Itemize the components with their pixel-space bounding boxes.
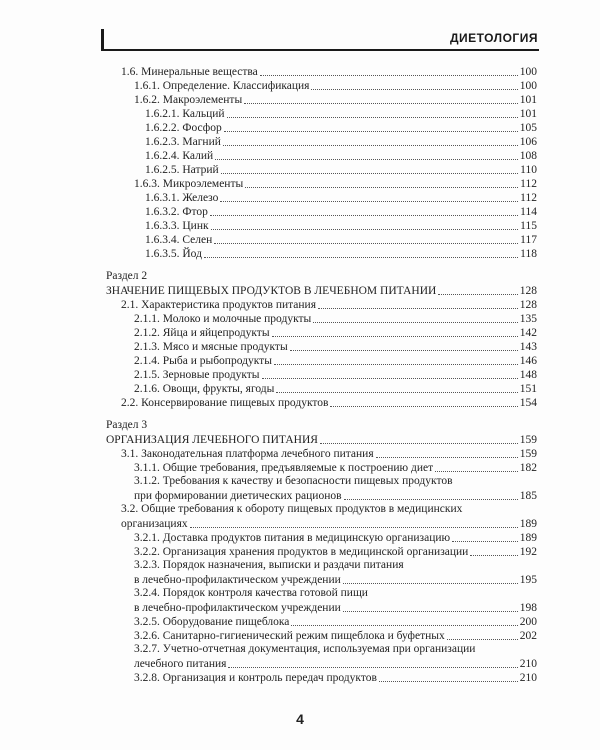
toc-entry-title: 1.6.3.1. Железо xyxy=(145,192,219,204)
toc-entry[interactable] xyxy=(134,312,537,326)
dot-leader xyxy=(211,229,519,230)
toc-entry-title: организациях xyxy=(121,518,188,530)
toc-entry-title: 3.2.5. Оборудование пищеблока xyxy=(134,616,290,628)
toc-entry-title-line: 3.2.7. Учетно-отчетная документация, используемая при организации xyxy=(134,643,476,655)
dot-leader xyxy=(343,611,518,612)
toc-entry[interactable] xyxy=(145,191,537,205)
toc-entry-page: 189 xyxy=(519,518,537,530)
toc-entry-title: 1.6.2.5. Натрий xyxy=(145,164,219,176)
toc-entry[interactable] xyxy=(145,149,537,163)
toc-entry-page: 148 xyxy=(519,369,537,381)
dot-leader xyxy=(245,187,518,188)
corner-mark-vertical xyxy=(101,29,104,51)
toc-entry-page: 142 xyxy=(519,327,537,339)
toc-entry[interactable] xyxy=(145,107,537,121)
toc-entry-page: 112 xyxy=(520,178,537,190)
part-label: Раздел 3 xyxy=(106,419,148,431)
toc-entry-title: 2.1.5. Зерновые продукты xyxy=(134,369,260,381)
toc-entry-page: 189 xyxy=(519,532,537,544)
toc-entry[interactable] xyxy=(145,121,537,135)
dot-leader xyxy=(276,392,517,393)
toc-entry-page: 210 xyxy=(519,658,537,670)
toc-entry[interactable] xyxy=(134,382,537,396)
toc-entry[interactable] xyxy=(145,219,537,233)
toc-entry-title: 1.6.2.4. Калий xyxy=(145,150,214,162)
dot-leader xyxy=(343,583,518,584)
dot-leader xyxy=(204,257,518,258)
toc-entry-title: 2.1.4. Рыба и рыбопродукты xyxy=(134,355,272,367)
toc-entry-page: 118 xyxy=(520,248,537,260)
toc-entry-page: 101 xyxy=(519,94,537,106)
toc-entry-page: 210 xyxy=(519,672,537,684)
toc-entry[interactable] xyxy=(134,354,537,368)
toc-entry-title: лечебного питания xyxy=(134,658,227,670)
toc-entry-page: 114 xyxy=(520,206,537,218)
toc-entry-title: 1.6.3.4. Селен xyxy=(145,234,213,246)
toc-entry-title: 3.2.6. Санитарно-гигиенический режим пищеблока и буфетных xyxy=(134,630,445,642)
toc-entry-page: 110 xyxy=(520,164,537,176)
toc-entry[interactable] xyxy=(145,135,537,149)
toc-entry-page: 117 xyxy=(520,234,537,246)
dot-leader xyxy=(244,103,518,104)
dot-leader xyxy=(330,406,517,407)
toc-entry[interactable] xyxy=(134,671,537,685)
toc-entry-title: 1.6.3.5. Йод xyxy=(145,248,202,260)
dot-leader xyxy=(452,541,518,542)
toc-entry-title: при формировании диетических рационов xyxy=(134,490,342,502)
toc-entry-page: 112 xyxy=(520,192,537,204)
toc-entry-page: 101 xyxy=(519,108,537,120)
dot-leader xyxy=(447,639,518,640)
toc-entry-title: ЗНАЧЕНИЕ ПИЩЕВЫХ ПРОДУКТОВ В ЛЕЧЕБНОМ ПИТАНИИ xyxy=(106,285,437,297)
toc-entry-page: 105 xyxy=(519,122,537,134)
dot-leader xyxy=(220,201,518,202)
toc-entry[interactable] xyxy=(134,489,537,503)
toc-entry-page: 115 xyxy=(520,220,537,232)
header-rule xyxy=(101,49,539,51)
toc-entry-title: 3.1. Законодательная платформа лечебного питания xyxy=(121,448,374,460)
toc-entry-title: в лечебно-профилактическом учреждении xyxy=(134,602,341,614)
part-label: Раздел 2 xyxy=(106,270,148,282)
toc-entry-page: 202 xyxy=(519,630,537,642)
dot-leader xyxy=(291,625,517,626)
toc-entry-title: 2.1. Характеристика продуктов питания xyxy=(121,299,317,311)
toc-entry-title-line: 3.2.3. Порядок назначения, выписки и раздачи питания xyxy=(134,559,404,571)
toc-entry[interactable] xyxy=(121,396,537,410)
toc-entry-title: 1.6.3.2. Фтор xyxy=(145,206,208,218)
toc-entry-title: 2.1.6. Овощи, фрукты, ягоды xyxy=(134,383,275,395)
dot-leader xyxy=(210,215,518,216)
toc-entry[interactable] xyxy=(134,177,537,191)
toc-entry-title: 1.6.2. Макроэлементы xyxy=(134,94,243,106)
toc-entry-page: 159 xyxy=(519,434,537,446)
dot-leader xyxy=(320,443,518,444)
toc-entry-page: 108 xyxy=(519,150,537,162)
toc-entry-title: 1.6.2.1. Кальций xyxy=(145,108,225,120)
toc-entry-page: 100 xyxy=(519,80,537,92)
dot-leader xyxy=(290,350,518,351)
dot-leader xyxy=(228,667,517,668)
dot-leader xyxy=(262,378,518,379)
toc-entry-title-line: 3.2. Общие требования к обороту пищевых продуктов в медицинских xyxy=(121,503,463,515)
toc-entry-page: 192 xyxy=(519,546,537,558)
toc-entry-page: 106 xyxy=(519,136,537,148)
toc-entry-title: 1.6. Минеральные вещества xyxy=(121,66,258,78)
running-title: ДИЕТОЛОГИЯ xyxy=(449,31,538,45)
toc-entry[interactable] xyxy=(134,601,537,615)
toc-entry[interactable] xyxy=(134,545,537,559)
dot-leader xyxy=(274,364,518,365)
toc-entry-title: 2.1.3. Мясо и мясные продукты xyxy=(134,341,288,353)
toc-entry-page: 135 xyxy=(519,313,537,325)
toc-entry-title: 2.1.1. Молоко и молочные продукты xyxy=(134,313,312,325)
toc-entry[interactable] xyxy=(121,298,537,312)
toc-entry[interactable] xyxy=(134,79,537,93)
dot-leader xyxy=(311,89,517,90)
toc-entry-page: 198 xyxy=(519,602,537,614)
toc-entry-title-line: 3.2.4. Порядок контроля качества готовой пищи xyxy=(134,587,368,599)
toc-entry-title: ОРГАНИЗАЦИЯ ЛЕЧЕБНОГО ПИТАНИЯ xyxy=(106,434,318,446)
toc-entry[interactable] xyxy=(134,340,537,354)
toc-part-entry[interactable] xyxy=(106,433,537,447)
toc-entry[interactable] xyxy=(134,368,537,382)
dot-leader xyxy=(224,131,518,132)
toc-entry[interactable] xyxy=(121,65,537,79)
toc-entry-page: 128 xyxy=(519,285,537,297)
toc-entry-page: 146 xyxy=(519,355,537,367)
toc-entry[interactable] xyxy=(145,233,537,247)
toc-entry-page: 182 xyxy=(519,462,537,474)
toc-entry[interactable] xyxy=(121,447,537,461)
page-number: 4 xyxy=(296,711,304,727)
toc-entry[interactable] xyxy=(134,461,537,475)
dot-leader xyxy=(260,75,518,76)
toc-entry[interactable] xyxy=(145,205,537,219)
dot-leader xyxy=(313,322,517,323)
toc-entry-title: 1.6.2.3. Магний xyxy=(145,136,221,148)
toc-entry[interactable] xyxy=(145,163,537,177)
toc-entry-title: 3.2.8. Организация и контроль передач продуктов xyxy=(134,672,377,684)
toc-entry-page: 159 xyxy=(519,448,537,460)
toc-entry-title: 2.2. Консервирование пищевых продуктов xyxy=(121,397,329,409)
dot-leader xyxy=(344,499,518,500)
toc-entry-page: 151 xyxy=(519,383,537,395)
dot-leader xyxy=(227,117,518,118)
dot-leader xyxy=(215,159,518,160)
dot-leader xyxy=(435,471,518,472)
toc-entry-page: 143 xyxy=(519,341,537,353)
dot-leader xyxy=(379,681,518,682)
toc-entry-page: 128 xyxy=(519,299,537,311)
toc-entry-page: 100 xyxy=(519,66,537,78)
toc-entry-title: в лечебно-профилактическом учреждении xyxy=(134,574,341,586)
toc-entry-page: 195 xyxy=(519,574,537,586)
dot-leader xyxy=(272,336,518,337)
toc-entry[interactable] xyxy=(145,247,537,261)
toc-entry-title-line: 3.1.2. Требования к качеству и безопасности пищевых продуктов xyxy=(134,475,453,487)
toc-entry[interactable] xyxy=(134,657,537,671)
dot-leader xyxy=(470,555,517,556)
dot-leader xyxy=(318,308,518,309)
dot-leader xyxy=(438,294,517,295)
toc-entry-title: 2.1.2. Яйца и яйцепродукты xyxy=(134,327,270,339)
dot-leader xyxy=(214,243,518,244)
dot-leader xyxy=(190,527,518,528)
toc-entry-page: 154 xyxy=(519,397,537,409)
toc-entry-title: 3.2.2. Организация хранения продуктов в медицинской организации xyxy=(134,546,469,558)
toc-entry-title: 1.6.3. Микроэлементы xyxy=(134,178,244,190)
toc-entry[interactable] xyxy=(134,531,537,545)
toc-entry-page: 185 xyxy=(519,490,537,502)
toc-entry[interactable] xyxy=(134,573,537,587)
dot-leader xyxy=(221,173,518,174)
toc-entry-title: 3.2.1. Доставка продуктов питания в медицинскую организацию xyxy=(134,532,451,544)
toc-entry-title: 1.6.2.2. Фосфор xyxy=(145,122,222,134)
toc-entry-page: 200 xyxy=(519,616,537,628)
toc-entry-title: 1.6.3.3. Цинк xyxy=(145,220,209,232)
toc-entry[interactable] xyxy=(121,517,537,531)
toc-entry[interactable] xyxy=(134,615,537,629)
toc-entry-title: 3.1.1. Общие требования, предъявляемые к построению диет xyxy=(134,462,434,474)
toc-part-entry[interactable] xyxy=(106,284,537,298)
toc-entry[interactable] xyxy=(134,93,537,107)
toc-entry[interactable] xyxy=(134,629,537,643)
dot-leader xyxy=(376,457,518,458)
toc-entry[interactable] xyxy=(134,326,537,340)
toc-entry-title: 1.6.1. Определение. Классификация xyxy=(134,80,310,92)
dot-leader xyxy=(223,145,518,146)
